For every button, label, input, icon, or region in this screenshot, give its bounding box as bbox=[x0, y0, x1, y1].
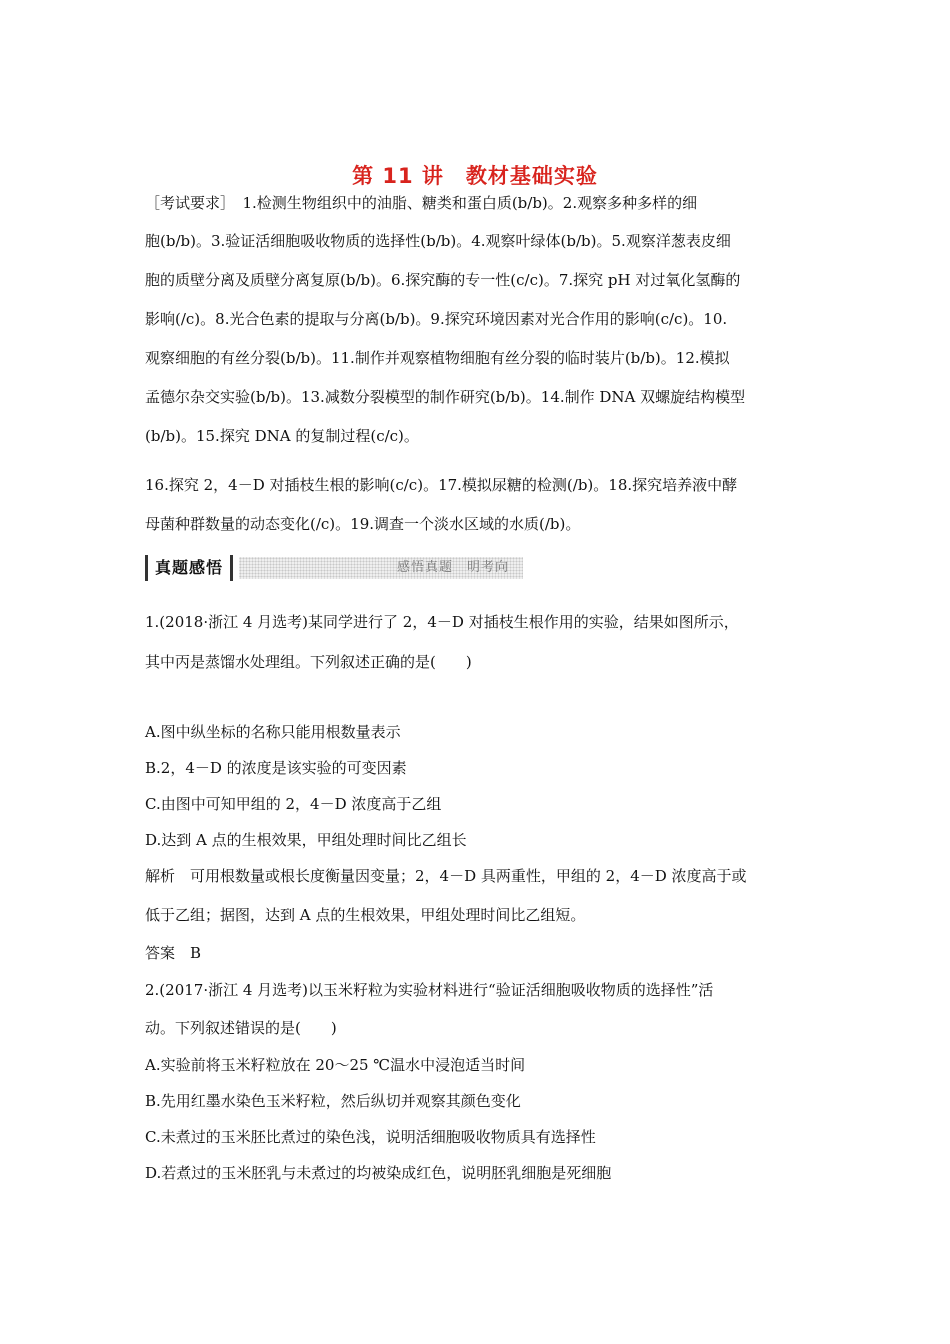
question-1-option-a: A.图中纵坐标的名称只能用根数量表示 bbox=[145, 723, 401, 741]
requirements-line: ［考试要求］ 1.检测生物组织中的油脂、糖类和蛋白质(b/b)。2.观察多种多样的细 bbox=[145, 194, 698, 212]
requirements-line: 观察细胞的有丝分裂(b/b)。11.制作并观察植物细胞有丝分裂的临时装片(b/b)。12.模拟 bbox=[145, 349, 730, 367]
requirements-line: 孟德尔杂交实验(b/b)。13.减数分裂模型的制作研究(b/b)。14.制作 DNA 双螺旋结构模型 bbox=[145, 388, 746, 406]
requirements-line: 母菌种群数量的动态变化(/c)。19.调查一个淡水区域的水质(/b)。 bbox=[145, 515, 581, 533]
question-2-stem: 2.(2017·浙江 4 月选考)以玉米籽粒为实验材料进行“验证活细胞吸收物质的选择性”活 bbox=[145, 981, 714, 999]
question-2-option-a: A.实验前将玉米籽粒放在 20～25 ℃温水中浸泡适当时间 bbox=[145, 1056, 526, 1074]
question-2-option-b: B.先用红墨水染色玉米籽粒，然后纵切并观察其颜色变化 bbox=[145, 1092, 521, 1110]
question-2-stem: 动。下列叙述错误的是( ) bbox=[145, 1019, 337, 1037]
requirements-line: (b/b)。15.探究 DNA 的复制过程(c/c)。 bbox=[145, 427, 419, 445]
question-2-option-c: C.未煮过的玉米胚比煮过的染色浅，说明活细胞吸收物质具有选择性 bbox=[145, 1128, 596, 1146]
question-1-option-c: C.由图中可知甲组的 2，4－D 浓度高于乙组 bbox=[145, 795, 442, 813]
question-1-stem: 其中丙是蒸馏水处理组。下列叙述正确的是( ) bbox=[145, 653, 472, 671]
requirements-line: 胞(b/b)。3.验证活细胞吸收物质的选择性(b/b)。4.观察叶绿体(b/b)。5.观察洋葱表皮细 bbox=[145, 232, 731, 250]
section-subtitle: 感悟真题 明考向 bbox=[239, 557, 523, 579]
question-1-option-b: B.2，4－D 的浓度是该实验的可变因素 bbox=[145, 759, 407, 777]
question-1-answer: 答案 B bbox=[145, 944, 202, 962]
question-1-analysis: 低于乙组；据图，达到 A 点的生根效果，甲组处理时间比乙组短。 bbox=[145, 906, 586, 924]
question-2-option-d: D.若煮过的玉米胚乳与未煮过的均被染成红色，说明胚乳细胞是死细胞 bbox=[145, 1164, 612, 1182]
question-1-option-d: D.达到 A 点的生根效果，甲组处理时间比乙组长 bbox=[145, 831, 467, 849]
requirements-line: 16.探究 2，4－D 对插枝生根的影响(c/c)。17.模拟尿糖的检测(/b)。18.探究培养液中酵 bbox=[145, 476, 738, 494]
section-header bbox=[145, 555, 523, 581]
section-label: 真题感悟 bbox=[145, 555, 233, 581]
requirements-line: 影响(/c)。8.光合色素的提取与分离(b/b)。9.探究环境因素对光合作用的影响(c/c)。10. bbox=[145, 310, 728, 328]
lecture-title: 第 11 讲 教材基础实验 bbox=[352, 164, 598, 188]
question-1-stem: 1.(2018·浙江 4 月选考)某同学进行了 2，4－D 对插枝生根作用的实验，结果如图所示， bbox=[145, 613, 739, 631]
requirements-line: 胞的质壁分离及质壁分离复原(b/b)。6.探究酶的专一性(c/c)。7.探究 pH 对过氧化氢酶的 bbox=[145, 271, 741, 289]
question-1-analysis: 解析 可用根数量或根长度衡量因变量；2，4－D 具两重性，甲组的 2，4－D 浓度高于或 bbox=[145, 867, 747, 885]
